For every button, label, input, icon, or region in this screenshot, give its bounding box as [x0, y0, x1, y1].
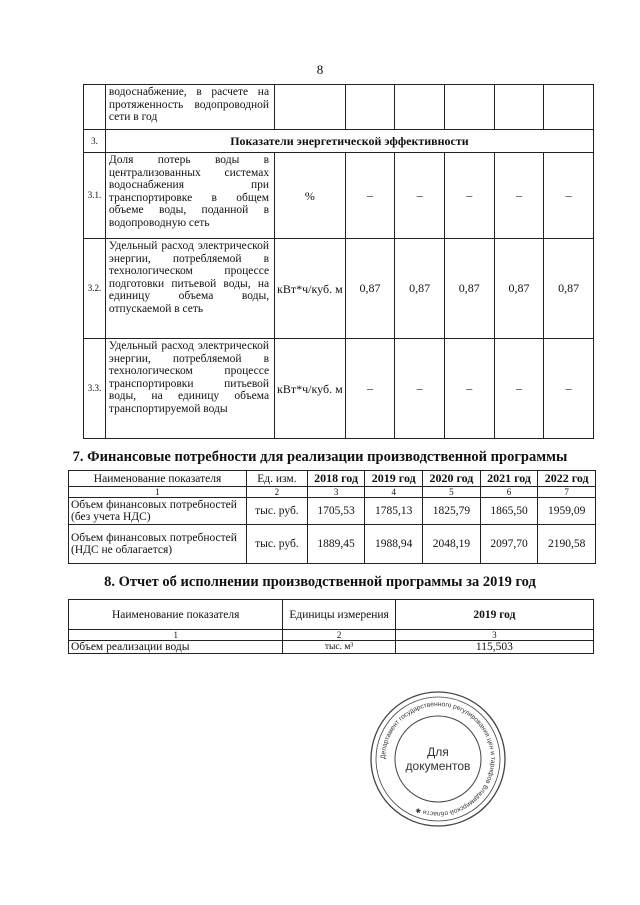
row-value: – — [395, 153, 445, 239]
column-header: 2020 год — [423, 471, 481, 487]
row-value: 2190,58 — [538, 525, 596, 564]
section-row — [84, 130, 594, 153]
index-row — [69, 487, 596, 498]
row-value: 0,87 — [494, 239, 544, 339]
row-value: 0,87 — [444, 239, 494, 339]
row-value: – — [494, 153, 544, 239]
row-value: 1865,50 — [480, 498, 538, 525]
column-index: 5 — [423, 487, 481, 498]
column-header: Единицы измерения — [283, 600, 395, 630]
column-index: 3 — [395, 630, 593, 641]
row-value: 1889,45 — [307, 525, 365, 564]
index-row — [69, 630, 594, 641]
section-8-heading: 8. Отчет об исполнении производственной программы за 2019 год — [104, 574, 536, 590]
row-value: 1959,09 — [538, 498, 596, 525]
row-unit: кВт*ч/куб. м — [275, 339, 346, 439]
row-name: Удельный расход электрической энергии, потребляемой в технологическом процессе транспортировки питьевой воды, на единицу объема транспортируемой воды — [105, 339, 274, 439]
financial-needs-table — [68, 470, 596, 564]
table-row — [84, 85, 594, 130]
row-unit: % — [275, 153, 346, 239]
column-header: 2021 год — [480, 471, 538, 487]
row-name: Объем финансовых потребностей (без учета НДС) — [69, 498, 247, 525]
column-index: 2 — [247, 487, 308, 498]
section-number: 3. — [84, 130, 106, 153]
stamp-center-line-1: Для — [427, 745, 449, 759]
table-row — [84, 153, 594, 239]
indicators-table — [83, 84, 594, 439]
column-index: 6 — [480, 487, 538, 498]
column-index: 3 — [307, 487, 365, 498]
column-index: 1 — [69, 487, 247, 498]
column-header: 2022 год — [538, 471, 596, 487]
row-number: 3.3. — [84, 339, 106, 439]
table-row — [69, 498, 596, 525]
column-header: 2019 год — [365, 471, 423, 487]
row-name: Удельный расход электрической энергии, потребляемой в технологическом процессе подготовки питьевой воды, на единицу объема воды, отпускаемой в сеть — [105, 239, 274, 339]
column-header: 2018 год — [307, 471, 365, 487]
stamp-center-line-2: документов — [405, 759, 471, 773]
row-unit: тыс. руб. — [247, 525, 308, 564]
row-unit: кВт*ч/куб. м — [275, 239, 346, 339]
row-value: 1825,79 — [423, 498, 481, 525]
table-row — [84, 239, 594, 339]
column-index: 1 — [69, 630, 283, 641]
row-name: Объем реализации воды — [69, 641, 283, 654]
carryover-text: водоснабжение, в расчете на протяженность водопроводной сети в год — [105, 85, 274, 130]
row-name: Доля потерь воды в централизованных системах водоснабжения при транспортировке в общем объеме воды, поданной в водопроводную сеть — [105, 153, 274, 239]
table-header-row — [69, 471, 596, 487]
row-value: – — [444, 153, 494, 239]
row-value: – — [544, 153, 594, 239]
page-number: 8 — [316, 62, 324, 77]
row-value: 0,87 — [345, 239, 395, 339]
table-row — [69, 525, 596, 564]
row-value: – — [345, 153, 395, 239]
section-7-heading: 7. Финансовые потребности для реализации производственной программы — [72, 449, 568, 465]
row-value: – — [494, 339, 544, 439]
column-index: 4 — [365, 487, 423, 498]
row-value: 115,503 — [395, 641, 593, 654]
row-value: – — [544, 339, 594, 439]
row-value: – — [395, 339, 445, 439]
row-number: 3.1. — [84, 153, 106, 239]
table-header-row — [69, 600, 594, 630]
row-value: 1705,53 — [307, 498, 365, 525]
stamp-ring-text: Департамент государственного регулирования цен и тарифов Владимирской области ✱ — [379, 700, 497, 818]
table-row — [84, 339, 594, 439]
row-value: 2097,70 — [480, 525, 538, 564]
row-value: 0,87 — [395, 239, 445, 339]
row-unit: тыс. м³ — [283, 641, 395, 654]
column-index: 2 — [283, 630, 395, 641]
column-index: 7 — [538, 487, 596, 498]
table-row — [69, 641, 594, 654]
row-unit: тыс. руб. — [247, 498, 308, 525]
row-name: Объем финансовых потребностей (НДС не облагается) — [69, 525, 247, 564]
program-report-table — [68, 599, 594, 654]
column-header: Ед. изм. — [247, 471, 308, 487]
column-header: 2019 год — [395, 600, 593, 630]
section-title: Показатели энергетической эффективности — [105, 130, 593, 153]
row-value: 1988,94 — [365, 525, 423, 564]
column-header: Наименование показателя — [69, 600, 283, 630]
row-number: 3.2. — [84, 239, 106, 339]
row-value: 2048,19 — [423, 525, 481, 564]
row-value: 1785,13 — [365, 498, 423, 525]
row-value: – — [444, 339, 494, 439]
column-header: Наименование показателя — [69, 471, 247, 487]
row-value: 0,87 — [544, 239, 594, 339]
row-value: – — [345, 339, 395, 439]
